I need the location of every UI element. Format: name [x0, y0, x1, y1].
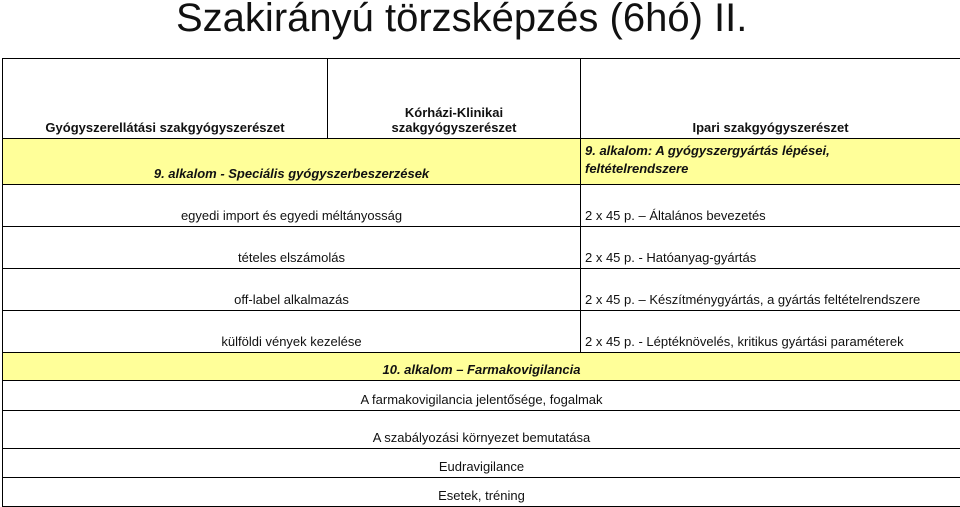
table-row [3, 411, 960, 449]
curriculum-table [2, 58, 960, 507]
session10-row-1: A farmakovigilancia jelentősége, fogalmak [3, 381, 960, 411]
session10-row-2: A szabályozási környezet bemutatása [3, 411, 960, 449]
header-col2-line1: Kórházi-Klinikai [332, 105, 576, 120]
table-row [3, 185, 960, 227]
session9-left-title: 9. alkalom - Speciális gyógyszerbeszerzések [3, 139, 581, 185]
slide-title: Szakirányú törzsképzés (6hó) II. [176, 0, 747, 42]
table-row [3, 227, 960, 269]
session10-title-row [3, 353, 960, 381]
table-row [3, 449, 960, 478]
header-col2 [328, 59, 581, 139]
session9-title-row [3, 139, 960, 185]
session9-left-row-3: off-label alkalmazás [3, 269, 581, 311]
header-row [3, 59, 960, 139]
session9-right-row-3: 2 x 45 p. – Készítménygyártás, a gyártás feltételrendszere [581, 269, 960, 311]
session9-right-row-4: 2 x 45 p. - Léptéknövelés, kritikus gyártási paraméterek [581, 311, 960, 353]
header-col3: Ipari szakgyógyszerészet [581, 59, 960, 139]
session9-right-row-1: 2 x 45 p. – Általános bevezetés [581, 185, 960, 227]
table-row [3, 478, 960, 507]
session10-row-4: Esetek, tréning [3, 478, 960, 507]
session9-left-row-1: egyedi import és egyedi méltányosság [3, 185, 581, 227]
session9-right-row-2: 2 x 45 p. - Hatóanyag-gyártás [581, 227, 960, 269]
session10-row-3: Eudravigilance [3, 449, 960, 478]
header-col2-line2: szakgyógyszerészet [332, 120, 576, 135]
table-row [3, 269, 960, 311]
header-col1: Gyógyszerellátási szakgyógyszerészet [3, 59, 328, 139]
session9-left-row-4: külföldi vények kezelése [3, 311, 581, 353]
session9-right-title-line2: feltételrendszere [585, 160, 956, 178]
table-row [3, 381, 960, 411]
session9-right-title-line1: 9. alkalom: A gyógyszergyártás lépései, [585, 142, 956, 160]
table-row [3, 311, 960, 353]
session10-title: 10. alkalom – Farmakovigilancia [3, 353, 960, 381]
session9-right-title [581, 139, 960, 185]
session9-left-row-2: tételes elszámolás [3, 227, 581, 269]
